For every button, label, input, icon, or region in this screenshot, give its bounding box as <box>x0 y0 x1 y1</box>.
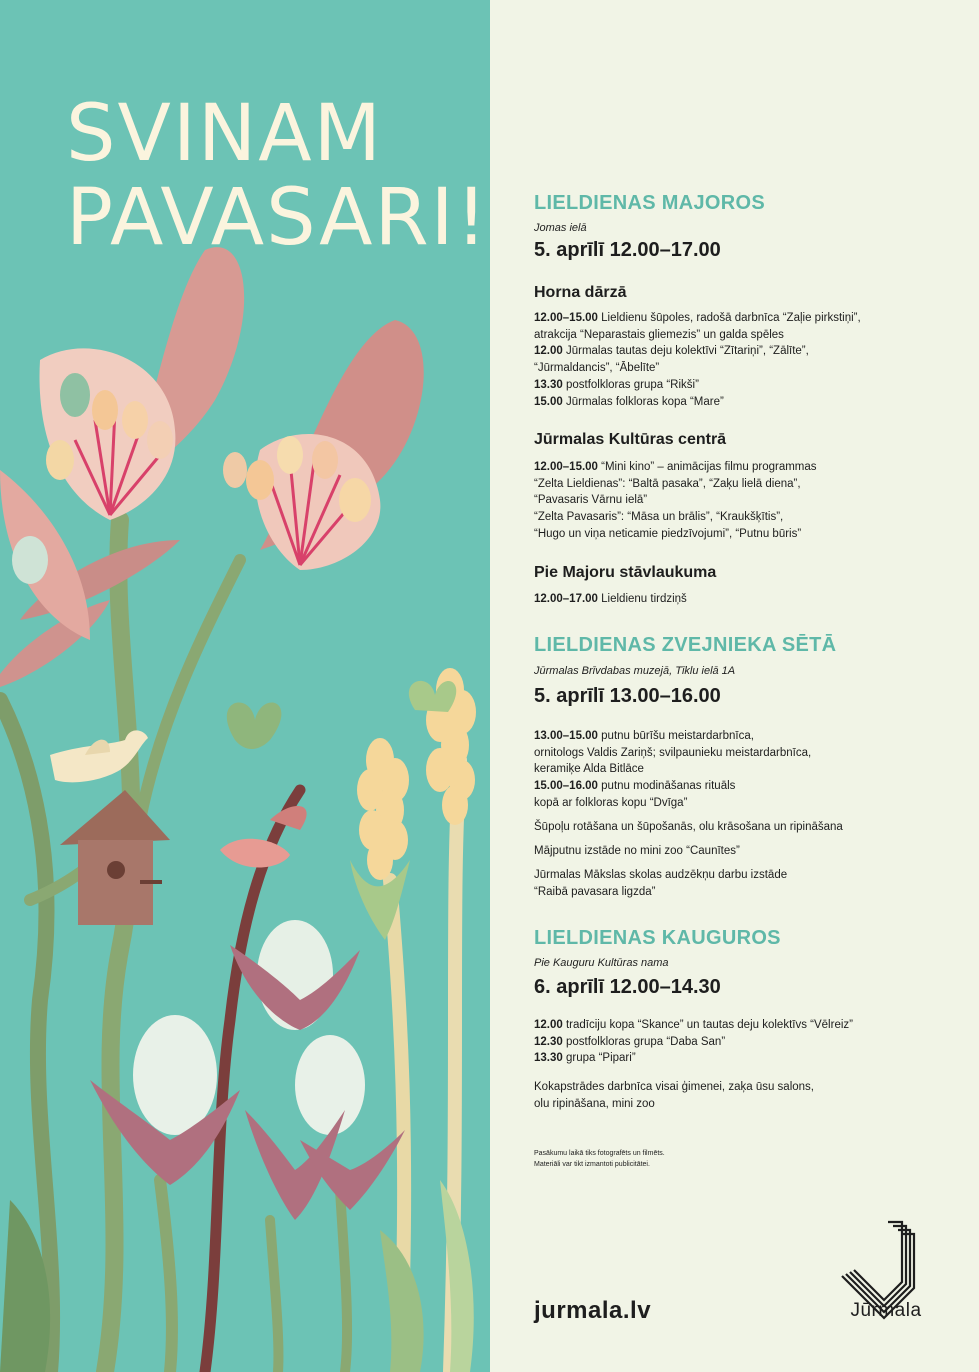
program-line: Mājputnu izstāde no mini zoo “Caunītes” <box>534 845 740 857</box>
program-panel <box>490 0 979 1372</box>
zvejnieka-seta-program-2 <box>534 819 843 836</box>
program-line: Šūpoļu rotāšana un šūpošanās, olu krāsošana un ripināšana <box>534 821 843 833</box>
program-line: olu ripināšana, mini zoo <box>534 1097 655 1110</box>
section-title-kauguri: LIELDIENAS KAUGUROS <box>534 927 781 949</box>
program-line: “Pavasaris Vārnu ielā” <box>534 494 648 507</box>
photo-notice <box>534 1148 665 1170</box>
section-title-majori: LIELDIENAS MAJOROS <box>534 192 765 214</box>
venue-majoru-stavlaukums: Pie Majoru stāvlaukuma <box>534 564 717 581</box>
website-link[interactable]: jurmala.lv <box>534 1297 652 1324</box>
venue-kulturas-centrs: Jūrmalas Kultūras centrā <box>534 431 727 448</box>
kauguri-program-2 <box>534 1079 814 1112</box>
program-line: 12.00–15.00 Lieldienu šūpoles, radošā darbnīca “Zaļie pirkstiņi”, <box>534 312 861 324</box>
venue-horna-darzs: Horna dārzā <box>534 284 627 301</box>
program-line: 13.30 grupa “Pipari” <box>534 1052 636 1065</box>
program-line: 15.00–16.00 putnu modināšanas rituāls <box>534 780 736 793</box>
section-date-zvejnieka-seta: 5. aprīlī 13.00–16.00 <box>534 685 721 707</box>
zvejnieka-seta-program-3 <box>534 843 740 860</box>
section-place-zvejnieka-seta: Jūrmalas Brīvdabas muzejā, Tīklu ielā 1A <box>534 665 736 677</box>
program-line: “Hugo un viņa neticamie piedzīvojumi”, “Putnu būris” <box>534 527 802 540</box>
poster-title <box>66 89 489 263</box>
venue-horna-darzs-program <box>534 310 861 410</box>
program-line: 12.00–17.00 Lieldienu tirdziņš <box>534 593 687 605</box>
program-line: “Jūrmaldancis”, “Ābelīte” <box>534 362 660 375</box>
zvejnieka-seta-program-1 <box>534 728 811 812</box>
section-title-zvejnieka-seta: LIELDIENAS ZVEJNIEKA SĒTĀ <box>534 634 837 656</box>
photo-notice-line-2: Materiāli var tikt izmantoti publicitātei. <box>534 1161 650 1168</box>
kauguri-program-1 <box>534 1017 853 1067</box>
program-line: 13.00–15.00 putnu būrīšu meistardarbnīca, <box>534 730 754 742</box>
section-date-majori: 5. aprīlī 12.00–17.00 <box>534 239 721 261</box>
program-line: “Zelta Pavasaris”: “Māsa un brālis”, “Kraukšķītis”, <box>534 511 784 524</box>
program-line: kopā ar folkloras kopu “Dvīga” <box>534 796 688 809</box>
section-place-majori: Jomas ielā <box>534 222 587 234</box>
photo-notice-line-1: Pasākumu laikā tiks fotografēts un filmēts. <box>534 1150 665 1157</box>
program-line: keramiķe Alda Bitlāce <box>534 763 644 776</box>
program-line: ornitologs Valdis Zariņš; svilpaunieku meistardarbnīca, <box>534 746 812 759</box>
title-line-2: PAVASARI! <box>66 173 489 263</box>
program-line: 12.00 Jūrmalas tautas deju kolektīvi “Zītariņi”, “Zālīte”, <box>534 345 809 358</box>
jurmala-logo-text: Jūrmala <box>850 1300 922 1321</box>
program-line: atrakcija “Neparastais gliemezis” un galda spēles <box>534 328 784 341</box>
program-line: “Zelta Lieldienas”: “Baltā pasaka”, “Zaķu lielā diena”, <box>534 477 801 490</box>
program-line: 12.00 tradīciju kopa “Skance” un tautas deju kolektīvs “Vēlreiz” <box>534 1019 853 1031</box>
program-line: 13.30 postfolkloras grupa “Rikši” <box>534 378 699 391</box>
title-line-1: SVINAM <box>66 89 383 179</box>
section-place-kauguri: Pie Kauguru Kultūras nama <box>534 957 669 969</box>
zvejnieka-seta-program-4 <box>534 867 787 900</box>
program-line: 12.00–15.00 “Mini kino” – animācijas filmu programmas <box>534 461 817 473</box>
program-line: 15.00 Jūrmalas folkloras kopa “Mare” <box>534 395 724 408</box>
program-line: “Raibā pavasara ligzda” <box>534 885 656 898</box>
program-line: Kokapstrādes darbnīca visai ģimenei, zaķa ūsu salons, <box>534 1081 814 1093</box>
venue-kulturas-centrs-program <box>534 459 817 543</box>
program-line: 12.30 postfolkloras grupa “Daba San” <box>534 1035 726 1048</box>
section-date-kauguri: 6. aprīlī 12.00–14.30 <box>534 976 721 998</box>
venue-majoru-stavlaukums-program <box>534 591 687 608</box>
program-line: Jūrmalas Mākslas skolas audzēkņu darbu izstāde <box>534 869 788 881</box>
